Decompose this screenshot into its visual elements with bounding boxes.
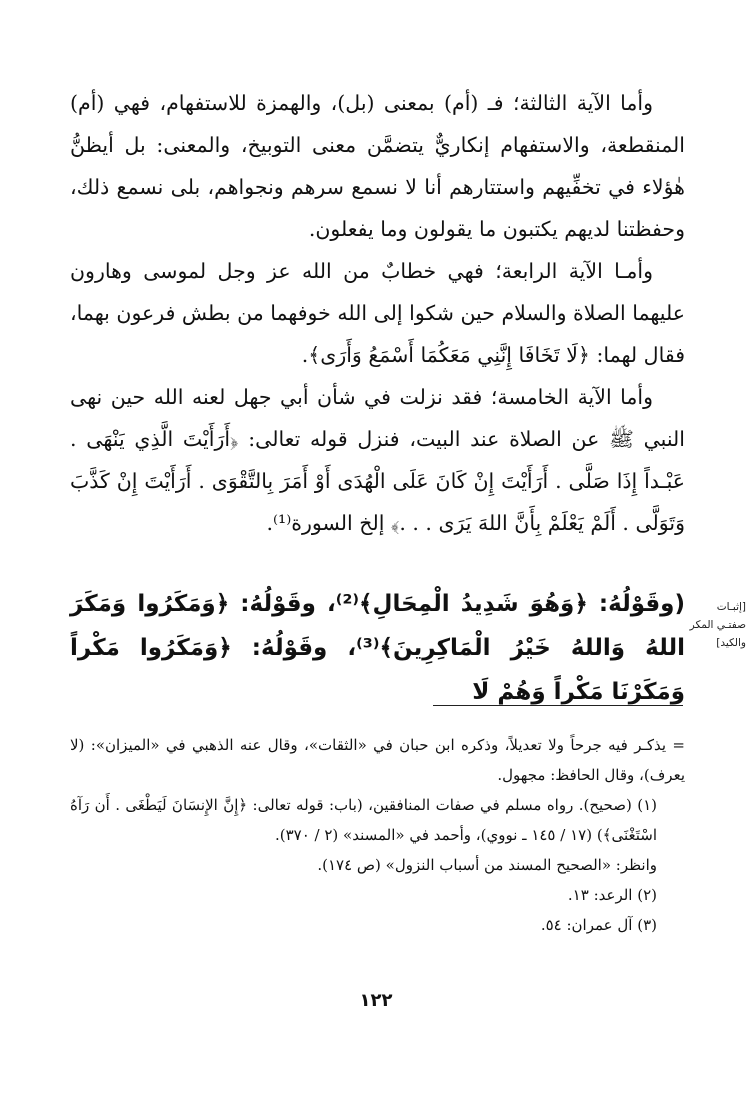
footnote-2: (٢) الرعد: ١٣. (567, 886, 657, 904)
matn-quote: (وقَوْلُهُ: ﴿وَهُوَ شَدِيدُ الْمِحَالِ﴾⁽²⁾، وقَوْلُهُ: ﴿وَمَكَرُوا وَمَكَرَ اللهُ وَاللهُ خَيْرُ الْمَاكِرِينَ﴾⁽³⁾، وقَوْلُهُ: ﴿وَمَكَرُوا مَكْراً وَمَكَرْنَا مَكْراً وَهُمْ لَا (70, 591, 685, 705)
paragraph-fourth-verse: وأمـا الآية الرابعة؛ فهي خطابٌ من الله عز وجل لموسى وهارون عليهما الصلاة والسلام حين شكوا إلى الله خوفهما من بطش فرعون بهما، فقال لهما: ﴿لَا تَخَافَا إِنَّنِي مَعَكُمَا أَسْمَعُ وَأَرَى﴾. (70, 259, 685, 367)
footnote-3: (٣) آل عمران: ٥٤. (540, 916, 657, 934)
footnote-1: (١) (صحيح). رواه مسلم في صفات المنافقين، (باب: قوله تعالى: ﴿إِنَّ الإِنسَانَ لَيَطْغَى . أَن رَآهُ اسْتَغْنَى﴾) (١٧ / ١٤٥ ـ نووي)، وأحمد في «المسند» (٢ / ٣٧٠). (70, 796, 657, 844)
paragraph-third-verse: وأما الآية الثالثة؛ فـ (أم) بمعنى (بل)، والهمزة للاستفهام، فهي (أم) المنقطعة، والاستفهام إنكاريٌّ يتضمَّن معنى التوبيخ، والمعنى: بل أيظنُّ هٰؤلاء في تخفِّيهم واستتارهم أنا لا نسمع سرهم ونجواهم، بلى نسمع ذلك، وحفظتنا لديهم يكتبون ما يقولون وما يفعلون. (70, 91, 685, 241)
footnote-continuation: = يذكـر فيه جرحاً ولا تعديلاً، وذكره ابن حبان في «الثقات»، وقال عنه الذهبي في «الميزان»: (لا يعرف)، وقال الحافظ: مجهول. (70, 736, 685, 784)
matn-text (70, 582, 685, 714)
commentary-text (70, 82, 685, 544)
footnote-1-see-also: وانظر: «الصحيح المسند من أسباب النزول» (ص ١٧٤). (317, 856, 657, 874)
margin-heading: [إثبـات صفتـي المكر والكيد] (689, 601, 746, 649)
paragraph-fifth-verse: وأما الآية الخامسة؛ فقد نزلت في شأن أبي جهل لعنه الله حين نهى النبي ﷺ عن الصلاة عند البيت، فنزل قوله تعالى: ﴿أَرَأَيْتَ الَّذِي يَنْهَى . عَبْـداً إِذَا صَلَّى . أَرَأَيْتَ إِنْ كَانَ عَلَى الْهُدَى أَوْ أَمَرَ بِالتَّقْوَى . أَرَأَيْتَ إِنْ كَذَّبَ وَتَوَلَّى . أَلَمْ يَعْلَمْ بِأَنَّ اللهَ يَرَى . . .﴾ إلخ السورة⁽¹⁾. (70, 385, 685, 535)
footnote-separator (433, 705, 683, 706)
page-number: ١٢٢ (359, 990, 393, 1011)
footnotes (70, 730, 685, 940)
